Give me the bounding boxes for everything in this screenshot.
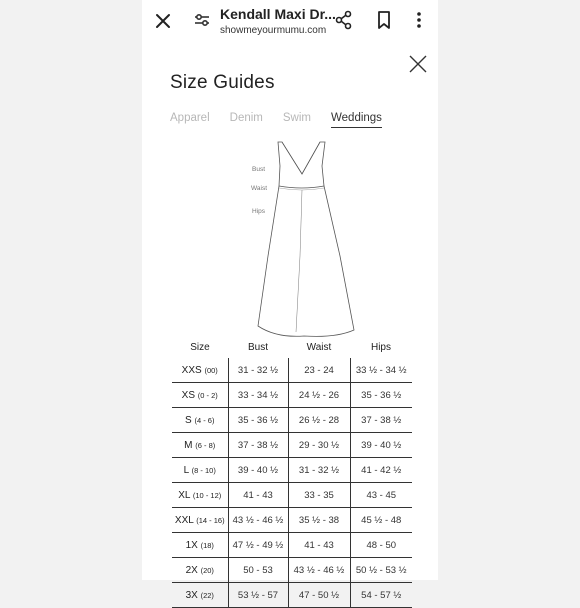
hips-cell: 48 - 50	[350, 533, 412, 558]
size-label: XS	[181, 389, 196, 401]
table-row	[172, 483, 412, 508]
size-cell	[172, 558, 228, 583]
dress-label-bust: Bust	[252, 166, 266, 173]
column-header-bust: Bust	[247, 341, 268, 353]
size-label: L	[183, 464, 189, 476]
column-header-hips: Hips	[370, 341, 391, 353]
waist-cell: 35 ½ - 38	[288, 508, 350, 533]
close-tab-button[interactable]	[152, 10, 174, 32]
tab-weddings[interactable]: Weddings	[331, 112, 382, 128]
size-chart-table	[172, 336, 412, 608]
size-code: (20)	[200, 565, 214, 575]
column-header-waist: Waist	[306, 341, 332, 353]
share-button[interactable]	[334, 10, 354, 30]
waist-cell: 47 - 50 ½	[288, 583, 350, 608]
hips-cell: 33 ½ - 34 ½	[350, 358, 412, 383]
bust-cell: 47 ½ - 49 ½	[228, 533, 288, 558]
size-code: (22)	[200, 590, 214, 600]
bookmark-icon	[374, 10, 394, 30]
hips-cell: 39 - 40 ½	[350, 433, 412, 458]
waist-cell: 29 - 30 ½	[288, 433, 350, 458]
close-icon	[156, 14, 170, 28]
site-settings-button[interactable]	[192, 10, 212, 30]
hips-cell: 41 - 42 ½	[350, 458, 412, 483]
size-label: 1X	[185, 539, 198, 551]
size-label: XXL	[174, 514, 194, 526]
table-row	[172, 458, 412, 483]
more-vertical-icon	[412, 10, 426, 30]
table-header-row	[172, 336, 412, 358]
waist-cell: 43 ½ - 46 ½	[288, 558, 350, 583]
size-code: (8 - 10)	[191, 465, 216, 475]
dress-label-hips: Hips	[252, 208, 266, 215]
bust-cell: 37 - 38 ½	[228, 433, 288, 458]
hips-cell: 54 - 57 ½	[350, 583, 412, 608]
size-label: XL	[178, 489, 191, 501]
column-header-size: Size	[190, 341, 210, 353]
tab-apparel[interactable]: Apparel	[170, 112, 210, 124]
close-icon	[408, 54, 428, 74]
tab-swim[interactable]: Swim	[282, 112, 311, 124]
hips-cell: 45 ½ - 48	[350, 508, 412, 533]
more-options-button[interactable]	[412, 10, 426, 30]
bookmark-button[interactable]	[374, 10, 394, 30]
size-code: (00)	[204, 365, 218, 375]
size-label: 2X	[185, 564, 198, 576]
waist-cell: 26 ½ - 28	[288, 408, 350, 433]
size-label: M	[184, 439, 193, 451]
size-code: (14 - 16)	[196, 515, 225, 525]
table-row	[172, 383, 412, 408]
table-row	[172, 508, 412, 533]
browser-toolbar	[142, 0, 438, 42]
page-domain: showmeyourmumu.com	[220, 25, 327, 36]
bust-cell: 35 - 36 ½	[228, 408, 288, 433]
bust-cell: 53 ½ - 57	[228, 583, 288, 608]
size-code: (4 - 6)	[194, 415, 215, 425]
size-cell	[172, 383, 228, 408]
hips-cell: 43 - 45	[350, 483, 412, 508]
size-cell	[172, 408, 228, 433]
bust-cell: 33 - 34 ½	[228, 383, 288, 408]
size-cell	[172, 508, 228, 533]
size-cell	[172, 358, 228, 383]
page-title: Kendall Maxi Dr...	[220, 6, 336, 22]
phone-screen	[142, 0, 438, 601]
bust-cell: 39 - 40 ½	[228, 458, 288, 483]
hips-cell: 35 - 36 ½	[350, 383, 412, 408]
size-cell	[172, 533, 228, 558]
share-icon	[334, 10, 354, 30]
bust-cell: 41 - 43	[228, 483, 288, 508]
size-cell	[172, 458, 228, 483]
size-cell	[172, 483, 228, 508]
size-guide-heading: Size Guides	[170, 72, 275, 93]
size-cell	[172, 583, 228, 608]
size-code: (10 - 12)	[192, 490, 222, 500]
table-row	[172, 558, 412, 583]
tune-icon	[192, 10, 212, 30]
table-row	[172, 433, 412, 458]
size-label: S	[185, 414, 192, 426]
waist-cell: 24 ½ - 26	[288, 383, 350, 408]
hips-cell: 50 ½ - 53 ½	[350, 558, 412, 583]
size-code: (18)	[200, 540, 214, 550]
table-row	[172, 583, 412, 608]
waist-cell: 33 - 35	[288, 483, 350, 508]
table-row	[172, 358, 412, 383]
dress-label-waist: Waist	[251, 185, 268, 192]
bust-cell: 50 - 53	[228, 558, 288, 583]
bust-cell: 31 - 32 ½	[228, 358, 288, 383]
waist-cell: 31 - 32 ½	[288, 458, 350, 483]
size-label: XXS	[181, 364, 202, 376]
waist-cell: 41 - 43	[288, 533, 350, 558]
table-row	[172, 533, 412, 558]
waist-cell: 23 - 24	[288, 358, 350, 383]
size-cell	[172, 433, 228, 458]
hips-cell: 37 - 38 ½	[350, 408, 412, 433]
bust-cell: 43 ½ - 46 ½	[228, 508, 288, 533]
size-guide-tabs	[170, 112, 402, 128]
size-code: (6 - 8)	[195, 440, 216, 450]
table-row	[172, 408, 412, 433]
tab-denim[interactable]: Denim	[229, 112, 263, 124]
size-code: (0 - 2)	[197, 390, 218, 400]
size-label: 3X	[185, 589, 198, 601]
close-size-guide-button[interactable]	[408, 54, 430, 76]
